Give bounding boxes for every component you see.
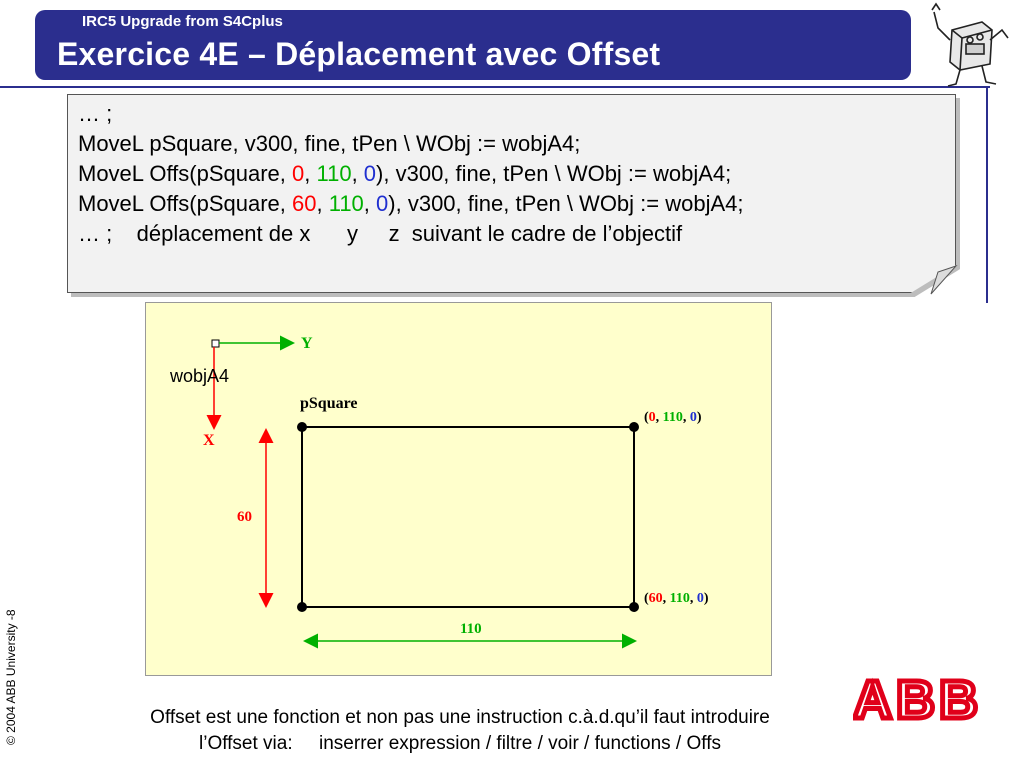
copyright-notice: © 2004 ABB University -8	[4, 609, 18, 745]
header-divider	[0, 86, 990, 88]
coord-top-right: (0, 110, 0)	[644, 410, 702, 425]
coord-z: 0	[689, 410, 697, 425]
square-path	[302, 427, 634, 607]
robot-mascot-icon	[930, 0, 1012, 88]
abb-logo-icon	[853, 668, 1001, 724]
side-divider	[986, 86, 988, 303]
height-dimension-label: 60	[237, 509, 252, 525]
coord-x: 60	[648, 591, 663, 606]
page-title: Exercice 4E – Déplacement avec Offset	[57, 36, 661, 72]
offset-x-value: 0	[292, 161, 305, 186]
folded-corner-icon	[920, 264, 960, 296]
code-listing	[78, 99, 744, 249]
coord-y: 110	[662, 410, 683, 425]
code-line-3: MoveL Offs(pSquare, 0, 110, 0), v300, fine, tPen \ WObj := wobjA4;	[78, 161, 732, 186]
wobj-origin-marker	[212, 340, 219, 347]
offset-note	[80, 705, 840, 757]
corner-point-top-right	[629, 422, 639, 432]
coord-z: 0	[696, 591, 704, 606]
note-line-1: Offset est une fonction et non pas une instruction c.à.d.qu’il faut introduire	[150, 707, 770, 728]
x-axis-label: X	[203, 432, 215, 449]
code-line-3-suffix: ), v300, fine, tPen \ WObj := wobjA4;	[376, 161, 732, 186]
code-line-4-prefix: MoveL Offs(pSquare,	[78, 191, 292, 216]
offset-y-value: 110	[316, 161, 352, 186]
code-line-2: MoveL pSquare, v300, fine, tPen \ WObj := wobjA4;	[78, 131, 581, 156]
note-line-2: l’Offset via: inserrer expression / filtre / voir / functions / Offs	[199, 733, 721, 754]
offset-z-value: 0	[376, 191, 389, 216]
code-line-5: … ; déplacement de x y z suivant le cadre de l’objectif	[78, 221, 683, 246]
corner-point-bottom-left	[297, 602, 307, 612]
offset-diagram	[145, 302, 772, 676]
code-line-4: MoveL Offs(pSquare, 60, 110, 0), v300, fine, tPen \ WObj := wobjA4;	[78, 191, 744, 216]
corner-point-top-left	[297, 422, 307, 432]
offset-x-value: 60	[292, 191, 317, 216]
coord-y: 110	[669, 591, 690, 606]
course-title: IRC5 Upgrade from S4Cplus	[82, 13, 283, 30]
offset-y-value: 110	[328, 191, 364, 216]
offset-z-value: 0	[363, 161, 377, 186]
code-line-3-prefix: MoveL Offs(pSquare,	[78, 161, 292, 186]
code-line-1: … ;	[78, 101, 113, 126]
code-line-4-suffix: ), v300, fine, tPen \ WObj := wobjA4;	[388, 191, 744, 216]
wobj-label: wobjA4	[170, 366, 230, 386]
corner-point-bottom-right	[629, 602, 639, 612]
abb-logo-text: ABB	[853, 670, 982, 724]
psquare-label: pSquare	[300, 395, 358, 412]
width-dimension-label: 110	[460, 621, 482, 637]
y-axis-label: Y	[301, 335, 313, 352]
coord-x: 0	[648, 410, 656, 425]
coord-bottom-right: (60, 110, 0)	[644, 591, 709, 606]
